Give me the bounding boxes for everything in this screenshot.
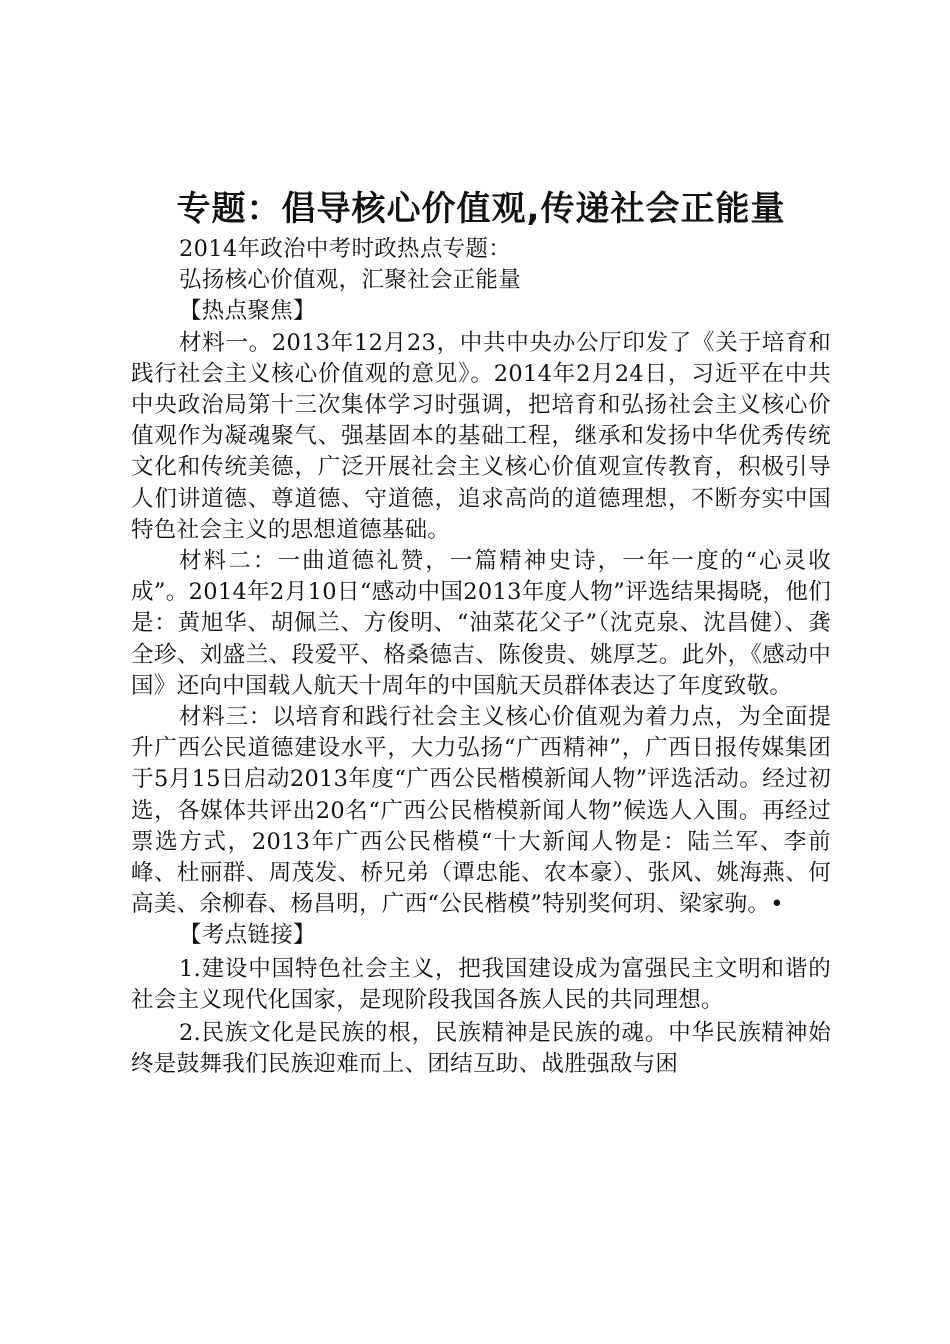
material-two-paragraph: 材料二：一曲道德礼赞，一篇精神史诗，一年一度的“心灵收成”。2014年2月10日“感动中国2013年度人物”评选结果揭晓，他们是：黄旭华、胡佩兰、方俊明、“油菜花父子”（沈克泉、沈昌健）、龚全珍、刘盛兰、段爱平、格桑德吉、陈俊贵、姚厚芝。此外，《感动中国》还向中国载人航天十周年的中国航天员群体表达了年度致敬。 <box>131 548 831 699</box>
exam-point-1: 1.建设中国特色社会主义，把我国建设成为富强民主文明和谐的社会主义现代化国家，是现阶段我国各族人民的共同理想。 <box>131 955 831 1013</box>
section-heading-hot-focus: 【热点聚焦】 <box>179 298 316 325</box>
material-three-paragraph: 材料三：以培育和践行社会主义核心价值观为着力点，为全面提升广西公民道德建设水平，大力弘扬“广西精神”，广西日报传媒集团于5月15日启动2013年度“广西公民楷模新闻人物”评选活动。经过初选，各媒体共评出20名“广西公民楷模新闻人物”候选人入围。再经过票选方式，2013年广西公民楷模“十大新闻人物是：陆兰军、李前峰、杜丽群、周茂发、桥兄弟（谭忠能、农本豪）、张风、姚海燕、何高美、余柳春、杨昌明，广西“公民楷模”特别奖何玥、梁家驹。• <box>131 704 831 918</box>
document-page <box>131 0 831 1080</box>
subtitle-line: 弘扬核心价值观，汇聚社会正能量 <box>179 267 522 294</box>
document-title: 专题：倡导核心价值观,传递社会正能量 <box>176 189 786 229</box>
document-body <box>131 234 831 1080</box>
material-one-paragraph: 材料一。2013年12月23，中共中央办公厅印发了《关于培育和践行社会主义核心价值观的意见》。2014年2月24日，习近平在中共中央政治局第十三次集体学习时强调，把培育和弘扬社会主义核心价值观作为凝魂聚气、强基固本的基础工程，继承和发扬中华优秀传统文化和传统美德，广泛开展社会主义核心价值观宣传教育，积极引导人们讲道德、尊道德、守道德，追求高尚的道德理想，不断夯实中国特色社会主义的思想道德基础。 <box>131 329 831 543</box>
exam-point-2: 2.民族文化是民族的根，民族精神是民族的魂。中华民族精神始终是鼓舞我们民族迎难而上、团结互助、战胜强敌与困 <box>131 1020 831 1078</box>
subtitle-line: 2014年政治中考时政热点专题： <box>179 236 512 262</box>
section-heading-exam-links: 【考点链接】 <box>179 922 316 949</box>
